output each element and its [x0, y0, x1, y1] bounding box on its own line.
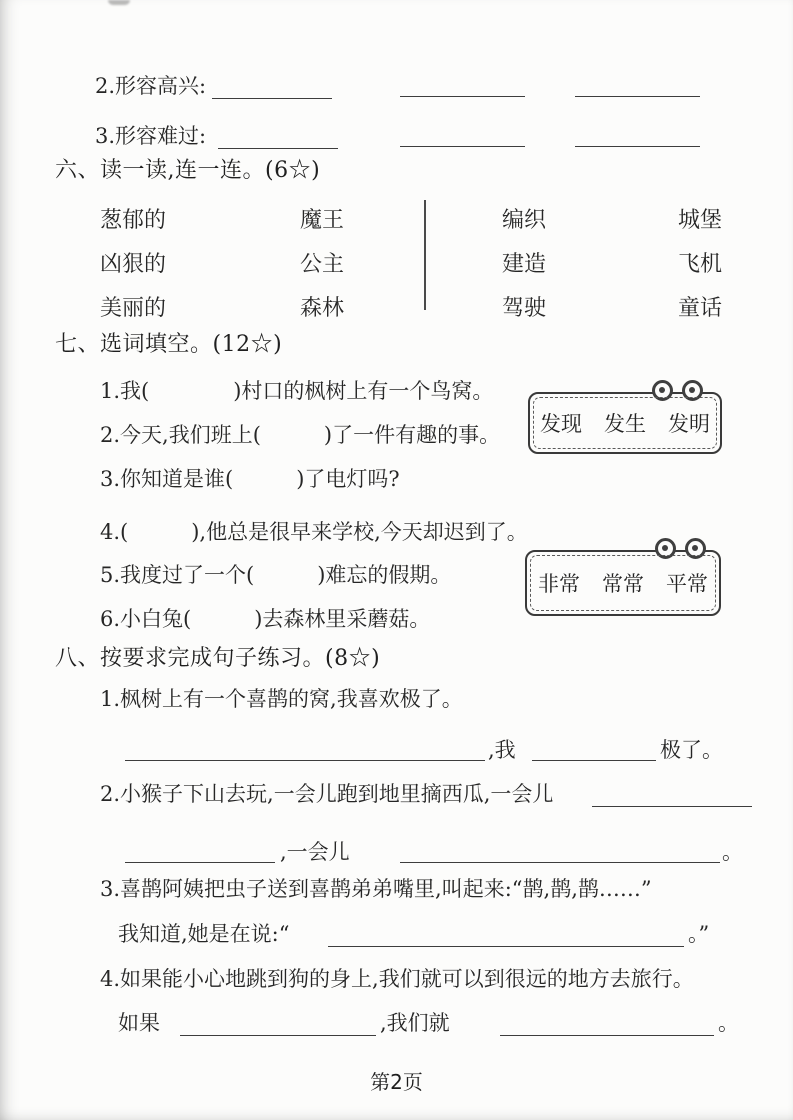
- answer-blank[interactable]: [500, 1035, 714, 1036]
- sentence-text: 如果: [118, 1011, 160, 1035]
- sentence-text: 4.如果能小心地跳到狗的身上,我们就可以到很远的地方去旅行。: [100, 967, 694, 991]
- answer-blank[interactable]: [400, 862, 720, 863]
- sentence-text: ,一会儿: [280, 840, 350, 864]
- answer-blank[interactable]: [180, 1035, 376, 1036]
- match-adjective: 葱郁的: [100, 208, 167, 233]
- sentence-text: 。: [718, 1011, 739, 1035]
- word-bank-2: [525, 550, 721, 616]
- answer-blank[interactable]: [575, 96, 700, 97]
- sentence-text: 3.喜鹊阿姨把虫子送到喜鹊弟弟嘴里,叫起来:“鹊,鹊,鹊……”: [100, 877, 652, 901]
- word-bank-1: [528, 392, 722, 454]
- sentence-text: ,我: [488, 738, 516, 762]
- section6-heading: 六、读一读,连一连。(6☆): [55, 158, 321, 183]
- sentence-text: ,我们就: [380, 1011, 450, 1035]
- matching-divider: [424, 200, 426, 310]
- fill-blank-question: 5.我度过了一个( )难忘的假期。: [100, 563, 452, 587]
- answer-blank[interactable]: [125, 760, 485, 761]
- fill-blank-question: 6.小白兔( )去森林里采蘑菇。: [100, 607, 431, 631]
- match-object: 童话: [678, 296, 723, 321]
- match-noun: 森林: [300, 296, 345, 321]
- word-option: 平常: [666, 572, 708, 596]
- match-verb: 驾驶: [502, 296, 547, 321]
- match-object: 飞机: [678, 252, 723, 277]
- word-bank-2-words: [530, 555, 716, 611]
- sentence-text: 2.小猴子下山去玩,一会儿跑到地里摘西瓜,一会儿: [100, 782, 554, 806]
- match-noun: 魔王: [300, 208, 345, 233]
- section8-heading: 八、按要求完成句子练习。(8☆): [55, 646, 381, 671]
- fill-blank-question: 1.我( )村口的枫树上有一个鸟窝。: [100, 379, 494, 403]
- word-option: 常常: [602, 572, 644, 596]
- answer-blank[interactable]: [400, 96, 525, 97]
- word-option: 非常: [538, 572, 580, 596]
- sentence-text: 。: [722, 840, 743, 864]
- match-object: 城堡: [678, 208, 723, 233]
- match-verb: 编织: [502, 208, 547, 233]
- answer-blank[interactable]: [212, 98, 332, 99]
- word-option: 发生: [604, 412, 646, 436]
- section7-heading: 七、选词填空。(12☆): [55, 332, 283, 357]
- answer-blank[interactable]: [400, 146, 525, 147]
- match-adjective: 美丽的: [100, 296, 167, 321]
- match-verb: 建造: [502, 252, 547, 277]
- sentence-text: 1.枫树上有一个喜鹊的窝,我喜欢极了。: [100, 687, 463, 711]
- answer-blank[interactable]: [575, 146, 700, 147]
- sentence-text: 我知道,她是在说:“: [118, 922, 290, 946]
- match-noun: 公主: [300, 252, 345, 277]
- answer-blank[interactable]: [218, 148, 338, 149]
- answer-blank[interactable]: [125, 862, 275, 863]
- word-option: 发现: [540, 412, 582, 436]
- fill-blank-question: 3.你知道是谁( )了电灯吗?: [100, 467, 400, 491]
- sentence-text: 极了。: [660, 738, 723, 762]
- sentence-text: 。”: [688, 922, 710, 946]
- answer-blank[interactable]: [328, 946, 684, 947]
- fill-blank-question: 4.( ),他总是很早来学校,今天却迟到了。: [100, 520, 528, 544]
- vocab-happy-label: 2.形容高兴:: [95, 74, 207, 98]
- fill-blank-question: 2.今天,我们班上( )了一件有趣的事。: [100, 423, 501, 447]
- word-option: 发明: [668, 412, 710, 436]
- scan-smudge: [108, 0, 130, 5]
- answer-blank[interactable]: [532, 760, 656, 761]
- match-adjective: 凶狠的: [100, 252, 167, 277]
- word-bank-1-words: [533, 397, 717, 449]
- page-number: 第2页: [370, 1070, 423, 1094]
- answer-blank[interactable]: [592, 806, 752, 807]
- vocab-sad-label: 3.形容难过:: [95, 124, 207, 148]
